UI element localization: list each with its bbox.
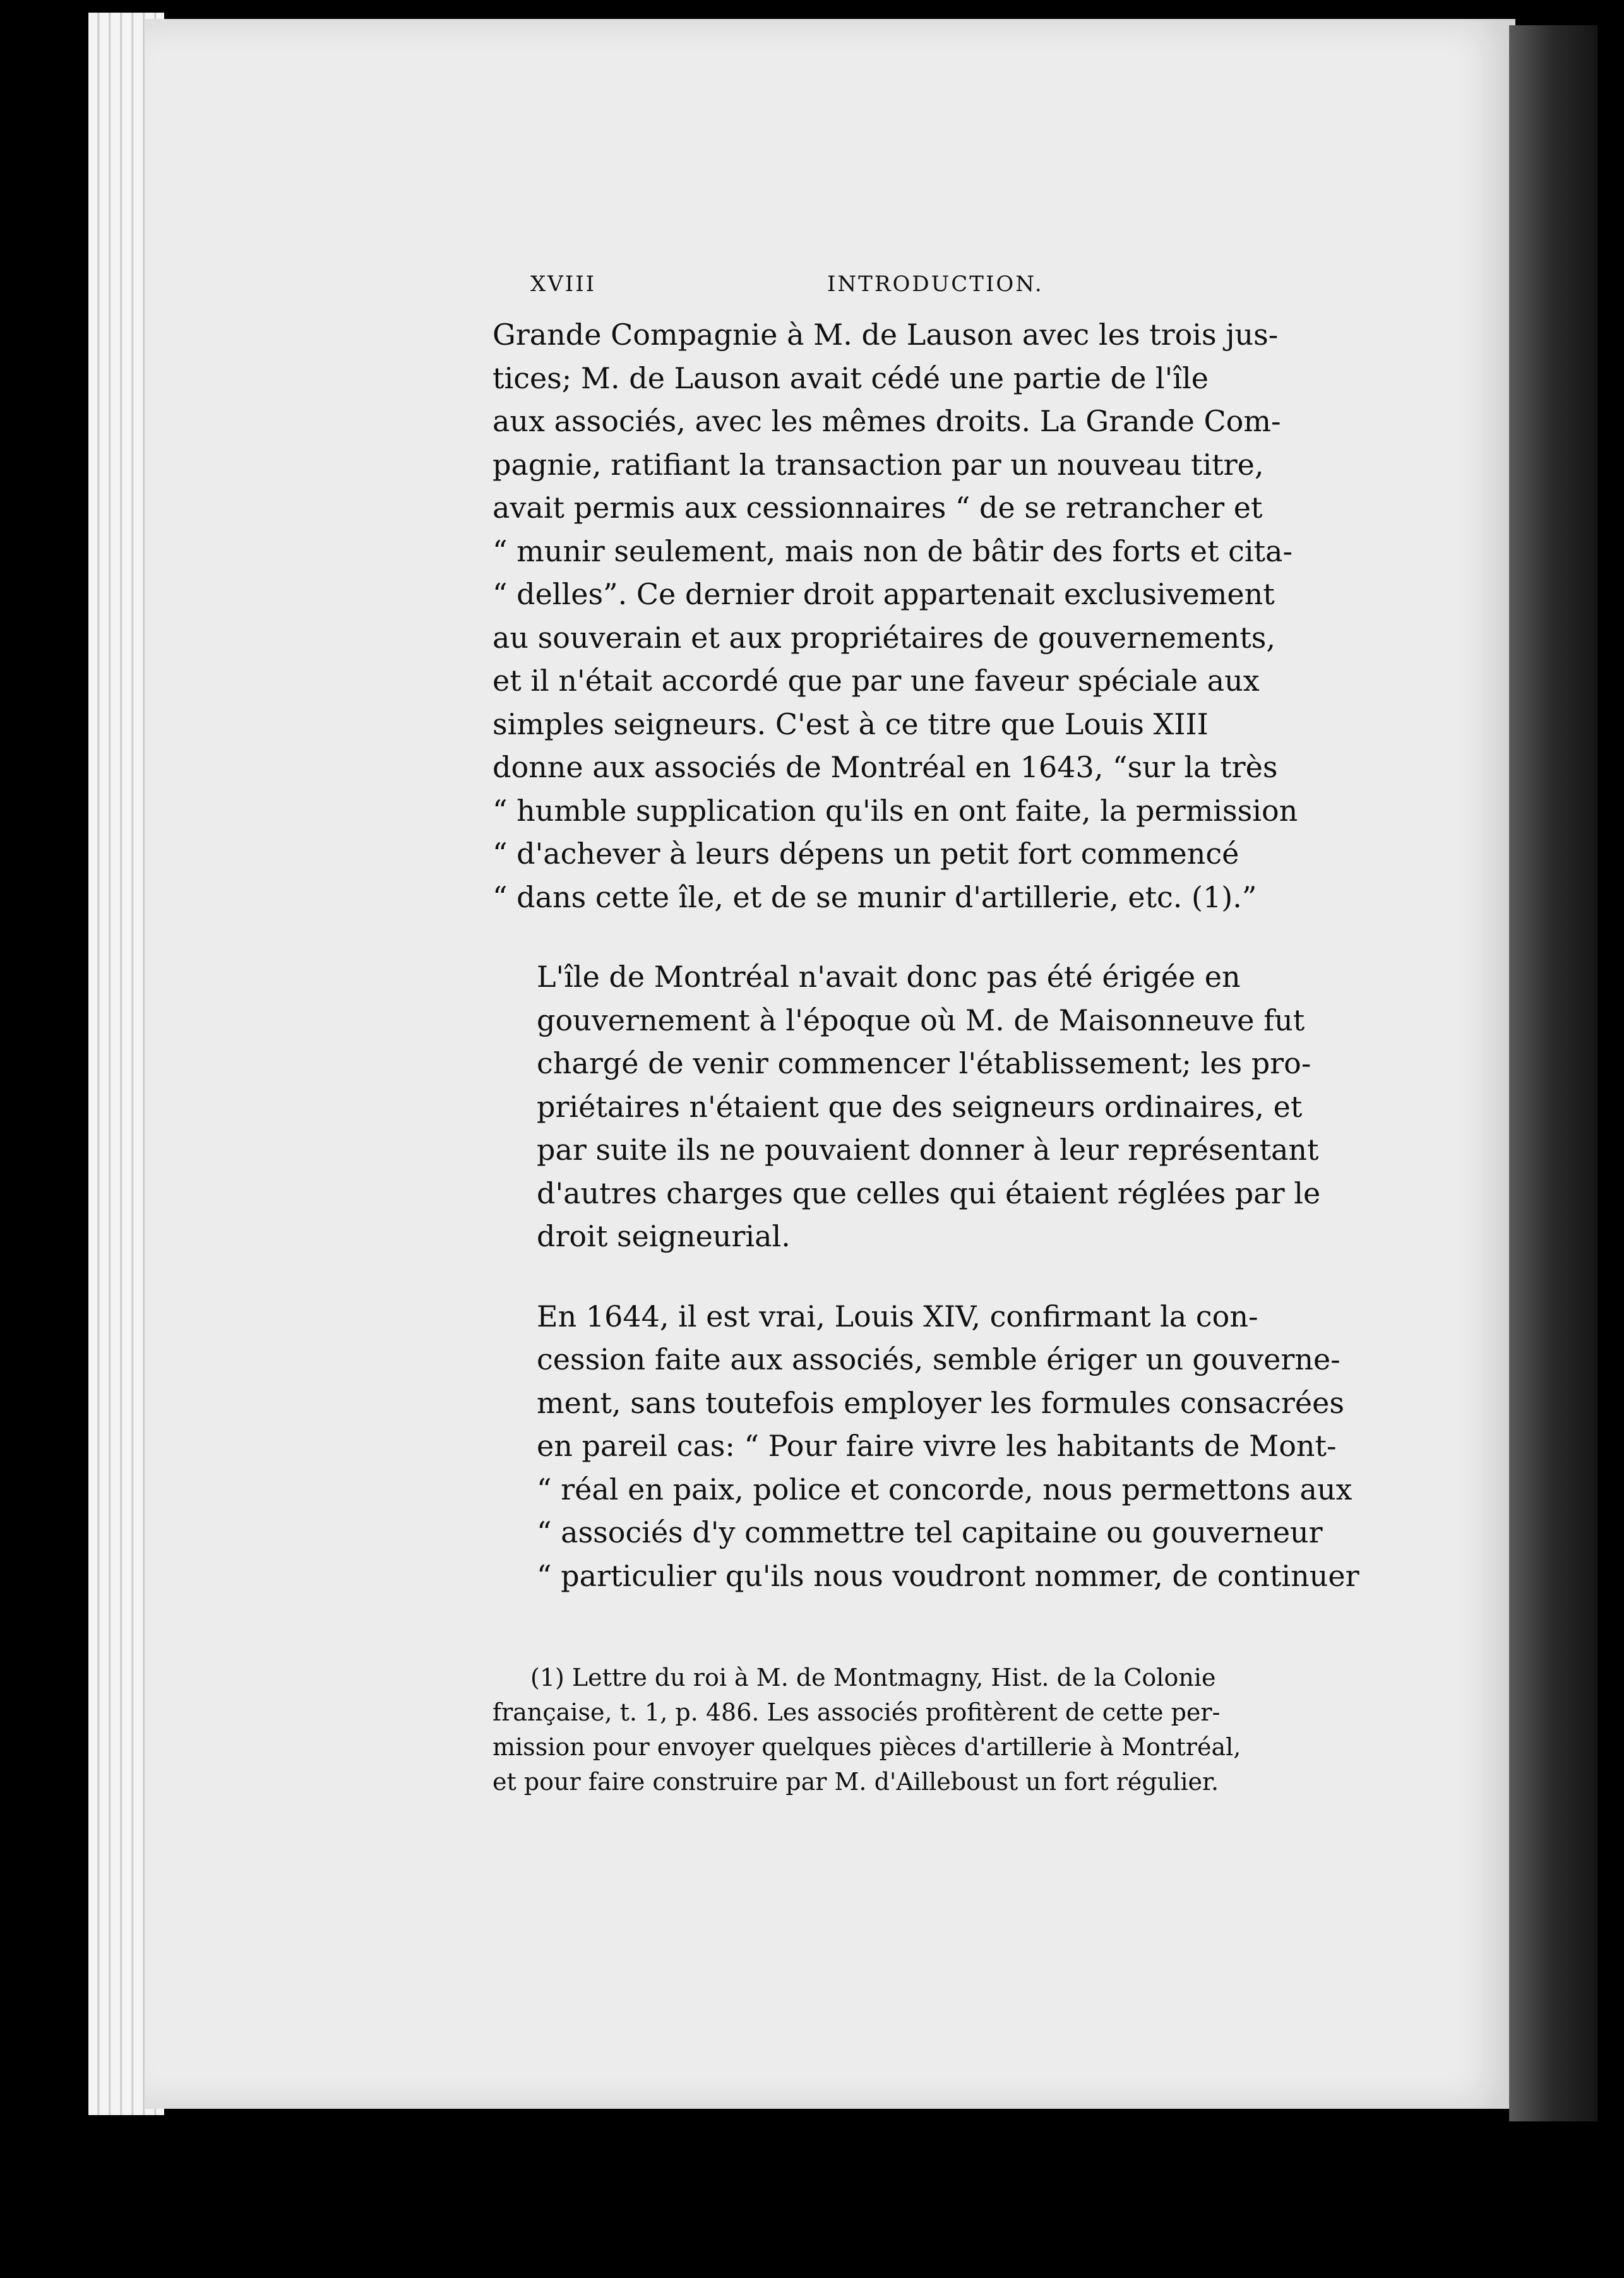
running-title: INTRODUCTION. [827,271,1044,297]
footnote-line: mission pour envoyer quelques pièces d'artillerie à Montréal, [493,1733,1241,1761]
page-content [493,271,1359,1799]
text-line: priétaires n'étaient que des seigneurs ordinaires, et [537,1089,1303,1124]
footnote-line: française, t. 1, p. 486. Les associés profitèrent de cette per- [493,1698,1221,1726]
text-line: droit seigneurial. [537,1219,791,1253]
text-line: gouvernement à l'époque où M. de Maisonneuve fut [537,1003,1305,1037]
text-line: En 1644, il est vrai, Louis XIV, confirmant la con- [537,1299,1258,1333]
text-line: en pareil cas: “ Pour faire vivre les habitants de Mont- [537,1429,1337,1463]
text-line: “ réal en paix, police et concorde, nous permettons aux [537,1472,1352,1506]
text-line: au souverain et aux propriétaires de gouvernements, [493,620,1275,655]
text-line: ment, sans toutefois employer les formules consacrées [537,1385,1344,1420]
text-line: “ d'achever à leurs dépens un petit fort commencé [493,837,1239,871]
text-line: pagnie, ratifiant la transaction par un nouveau titre, [493,447,1264,482]
text-line: simples seigneurs. C'est à ce titre que Louis XIII [493,707,1209,741]
text-line: aux associés, avec les mêmes droits. La Grande Com- [493,404,1281,438]
paragraph-1 [493,313,1351,919]
text-line: tices; M. de Lauson avait cédé une partie de l'île [493,361,1209,395]
text-line: donne aux associés de Montréal en 1643, “sur la très [493,750,1278,784]
text-line: cession faite aux associés, semble ériger un gouverne- [537,1342,1340,1376]
text-line: “ delles”. Ce dernier droit appartenait exclusivement [493,577,1275,611]
page-number: XVIII [530,271,597,297]
text-line: d'autres charges que celles qui étaient réglées par le [537,1176,1321,1210]
text-line: “ particulier qu'ils nous voudront nommer, de continuer [537,1558,1359,1593]
footnote-line: et pour faire construire par M. d'Ailleboust un fort régulier. [493,1768,1219,1796]
page-fore-edge-shadow [1509,25,1597,2121]
footnote-line: (1) Lettre du roi à M. de Montmagny, Hist. de la Colonie [530,1664,1216,1691]
text-line: chargé de venir commencer l'établissement; les pro- [537,1046,1311,1080]
text-line: “ dans cette île, et de se munir d'artillerie, etc. (1).” [493,880,1257,914]
paragraph-2 [493,955,1351,1258]
text-line: “ humble supplication qu'ils en ont faite, la permission [493,793,1298,828]
paragraph-3 [493,1295,1359,1598]
text-line: “ associés d'y commettre tel capitaine ou gouverneur [537,1515,1323,1549]
text-line: par suite ils ne pouvaient donner à leur représentant [537,1133,1319,1167]
text-line: “ munir seulement, mais non de bâtir des forts et cita- [493,534,1293,568]
text-line: Grande Compagnie à M. de Lauson avec les trois jus- [493,318,1279,352]
running-head [493,271,1351,309]
text-line: et il n'était accordé que par une faveur spéciale aux [493,664,1260,698]
footnote [493,1661,1351,1799]
text-line: avait permis aux cessionnaires “ de se retrancher et [493,491,1263,525]
text-line: L'île de Montréal n'avait donc pas été érigée en [537,960,1241,994]
